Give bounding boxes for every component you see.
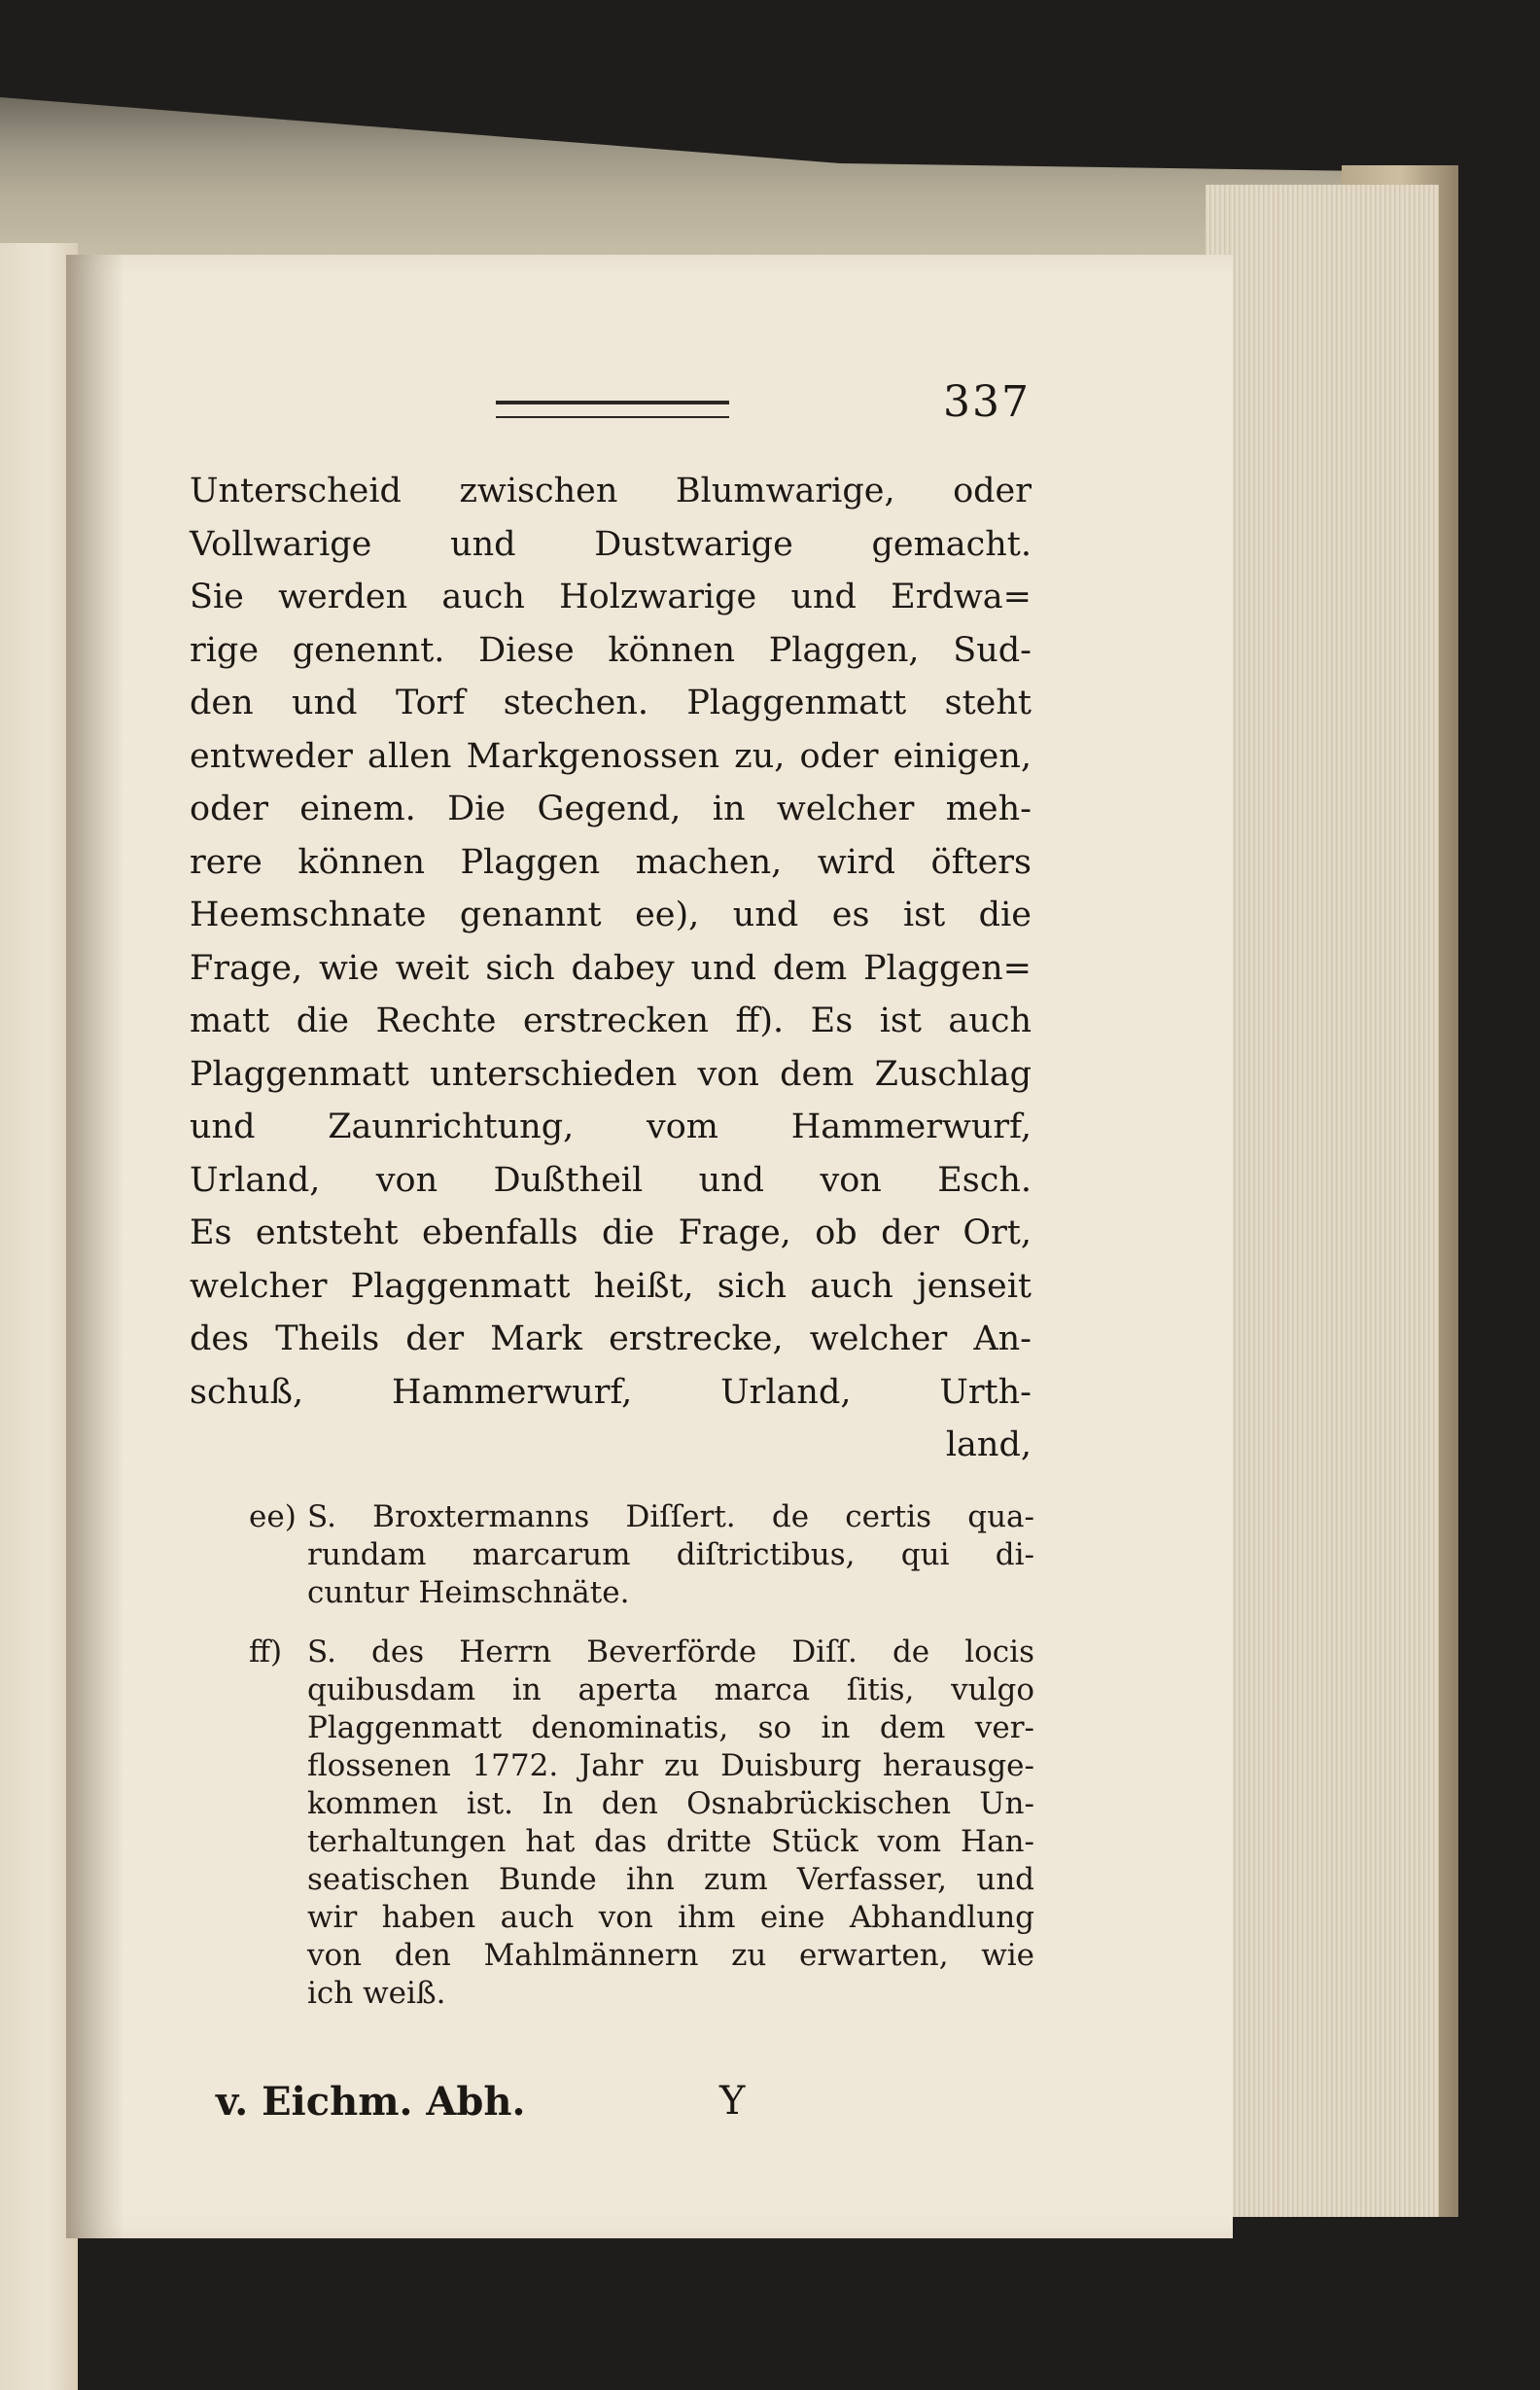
footnote-line: von den Mahlmännern zu erwarten, wie [307,1938,1034,1973]
body-line: welcher Plaggenmatt heißt, sich auch jenseit [190,1266,1032,1306]
body-line: und Zaunrichtung, vom Hammerwurf, [190,1107,1032,1146]
footnote-line: S. Broxtermanns Diſſert. de certis qua- [307,1499,1034,1534]
body-text [190,465,1032,1472]
body-line: Vollwarige und Dustwarige gemacht. [190,524,1032,564]
body-line: Urland, von Dußtheil und von Esch. [190,1160,1032,1200]
body-line: land, [945,1425,1032,1464]
footnote-mark: ff) [249,1634,283,1669]
body-line: oder einem. Die Gegend, in welcher meh- [190,790,1032,828]
footnote-line: quibusdam in aperta marca ſitis, vulgo [307,1672,1034,1707]
body-line: Heemschnate genannt ee), und es ist die [190,896,1032,934]
footnote-line: seatischen Bunde ihn zum Verfasser, und [307,1862,1034,1897]
body-line: Unterscheid zwischen Blumwarige, oder [190,472,1032,510]
footnote-line: Plaggenmatt denominatis, so in dem ver- [307,1710,1034,1745]
page-stack-edges [1206,185,1439,2217]
footnote-line: rundam marcarum diſtrictibus, qui di- [307,1537,1034,1572]
catchword: Y [719,2079,746,2124]
footnote-line: ich weiß. [307,1976,446,2011]
body-line: matt die Rechte erstrecken ff). Es ist auch [190,1002,1032,1040]
body-line: des Theils der Mark erstrecke, welcher An- [190,1319,1032,1358]
body-line: Frage, wie weit sich dabey und dem Plaggen= [190,948,1032,988]
footnote-line: kommen ist. In den Osnabrückischen Un- [307,1786,1034,1821]
footnote-line: cuntur Heimschnäte. [307,1575,630,1610]
body-line: rige genennt. Diese können Plaggen, Sud- [190,630,1032,670]
body-line: Es entsteht ebenfalls die Frage, ob der Ort, [190,1213,1032,1252]
signature-line: v. Eichm. Abh. [216,2079,526,2125]
footnote-ee [249,1498,1034,1612]
footnote-ff [249,1634,1034,2013]
footnote-line: terhaltungen hat das dritte Stück vom Han- [307,1824,1034,1859]
body-line: den und Torf stechen. Plaggenmatt steht [190,684,1032,722]
header-rule [496,401,729,418]
body-line: entweder allen Markgenossen zu, oder einigen, [190,736,1032,776]
body-line: Plaggenmatt unterschieden von dem Zuschlag [190,1054,1032,1094]
body-line: rere können Plaggen machen, wird öfters [190,842,1032,882]
footnote-line: S. des Herrn Beverförde Diſſ. de locis [307,1634,1034,1669]
page-number: 337 [943,377,1031,427]
body-line: Sie werden auch Holzwarige und Erdwa= [190,578,1032,616]
footnote-mark: ee) [249,1499,297,1534]
body-line: schuß, Hammerwurf, Urland, Urth- [190,1372,1032,1412]
footnote-line: flossenen 1772. Jahr zu Duisburg herausge- [307,1748,1034,1783]
gutter-shadow [66,255,124,2238]
footnote-line: wir haben auch von ihm eine Abhandlung [307,1900,1034,1935]
